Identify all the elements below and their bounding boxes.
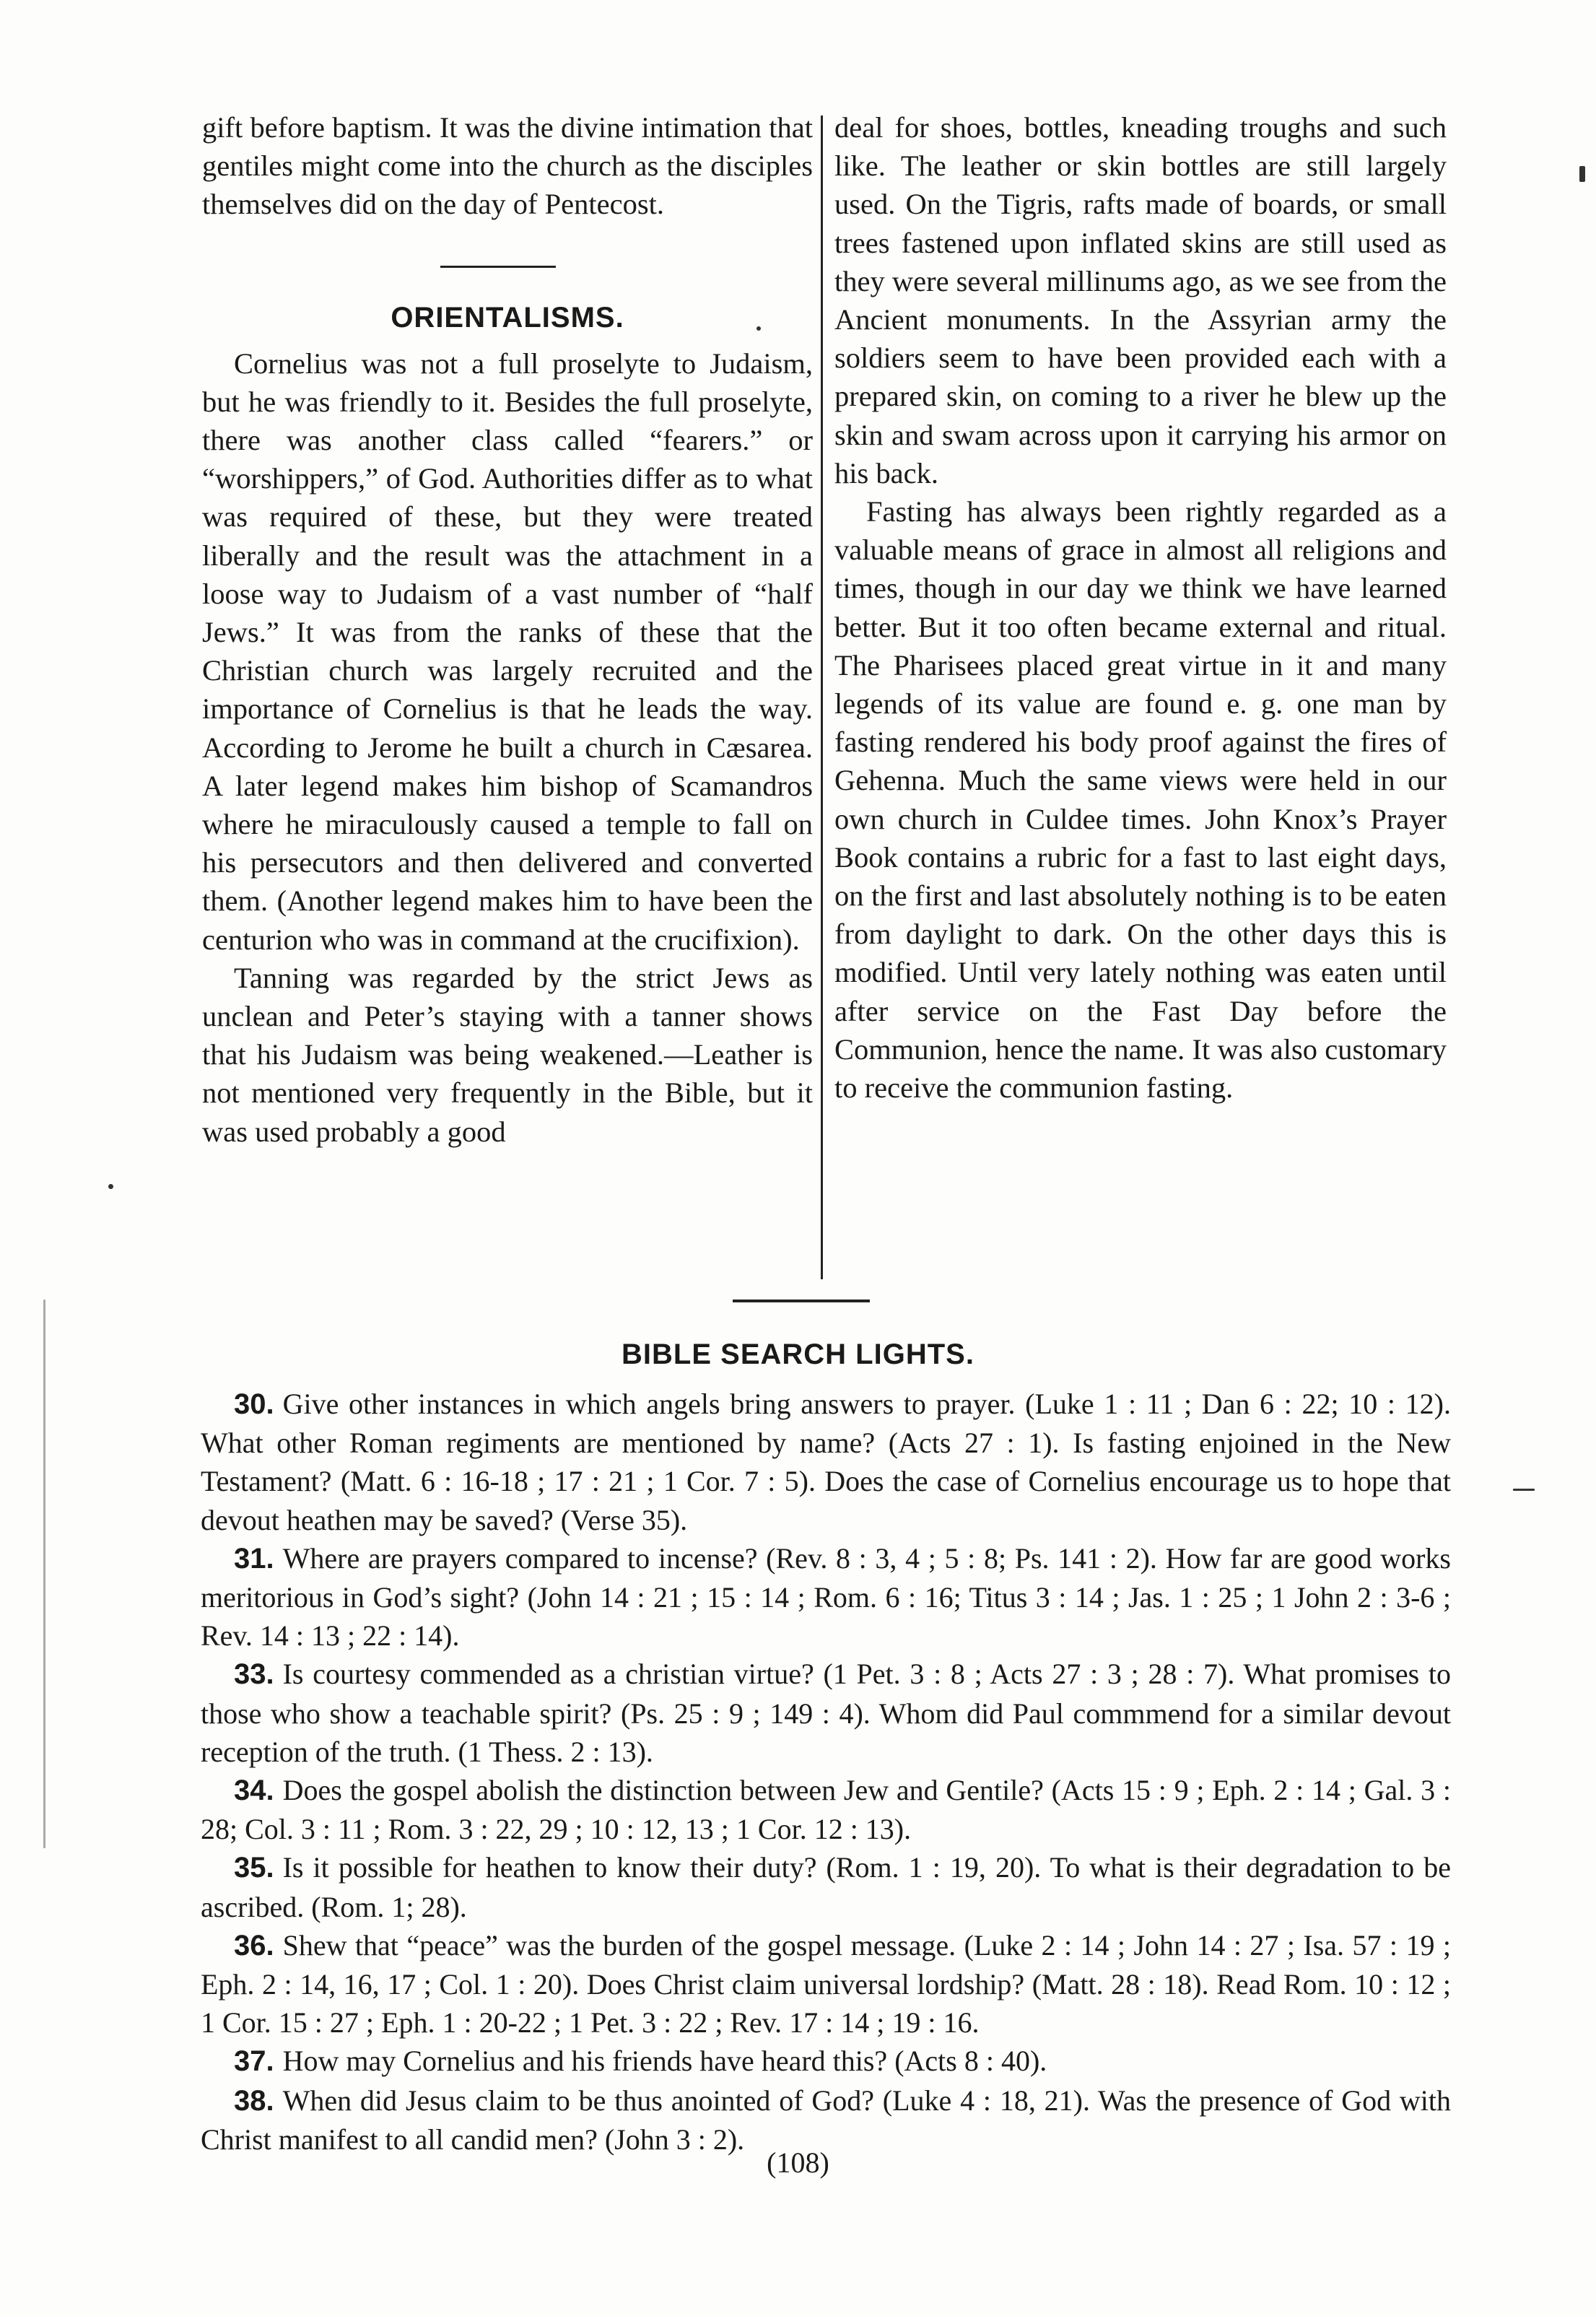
- question-number: 30.: [234, 1388, 274, 1420]
- scan-speck: [1579, 166, 1585, 182]
- question-text: When did Jesus claim to be thus anointed of God? (Luke 4 : 18, 21). Was the presence of God with Christ manifest to all candid men? (John 3 : 2).: [201, 2084, 1451, 2156]
- right-column: [834, 108, 1447, 1107]
- list-item: [201, 1539, 1451, 1655]
- question-number: 31.: [234, 1542, 274, 1575]
- orientalisms-paragraph-1: Cornelius was not a full proselyte to Judaism, but he was friendly to it. Besides the full proselyte, there was another class called “fearers.” or “worshippers,” of God. Authorities differ as to what was required of these, but they were treated liberally and the result was the attachment in a loose way to Judaism of a vast number of “half Jews.” It was from the ranks of these that the Christian church was largely recruited and the importance of Cornelius is that he leads the way. According to Jerome he built a church in Cæsarea. A later legend makes him bishop of Scamandros where he miraculously caused a temple to fall on his persecutors and then delivered and converted them. (Another legend makes him to have been the centurion who was in command at the crucifixion).: [202, 347, 813, 956]
- bible-section-rule: [733, 1300, 870, 1302]
- question-text: Is it possible for heathen to know their duty? (Rom. 1 : 19, 20). To what is their degradation to be ascribed. (Rom. 1; 28).: [201, 1851, 1451, 1923]
- scan-speck: [108, 1184, 113, 1189]
- list-item: [201, 2042, 1451, 2081]
- question-number: 34.: [234, 1775, 274, 1807]
- list-item: [201, 1655, 1451, 1771]
- scan-speck: [43, 1300, 45, 1848]
- page-number: (108): [767, 2146, 829, 2179]
- question-number: 38.: [234, 2084, 274, 2117]
- orientalisms-heading: ORIENTALISMS.: [391, 301, 624, 334]
- intro-paragraph: gift before baptism. It was the divine intimation that gentiles might come into the church as the disciples themselves did on the day of Pentecost.: [202, 111, 813, 221]
- scan-speck: [756, 326, 761, 331]
- question-number: 36.: [234, 1929, 274, 1962]
- question-number: 37.: [234, 2045, 274, 2078]
- left-column: [202, 108, 813, 1151]
- list-item: [201, 1771, 1451, 1848]
- bible-search-heading: BIBLE SEARCH LIGHTS.: [622, 1338, 974, 1370]
- leather-paragraph: deal for shoes, bottles, kneading troughs and such like. The leather or skin bottles are still largely used. On the Tigris, rafts made of boards, or small trees fastened upon inflated skins are still used as they were several millinums ago, as we see from the Ancient monuments. In the Assyrian army the soldiers seem to have been provided each with a prepared skin, on coming to a river he blew up the skin and swam across upon it carrying his armor on his back.: [834, 111, 1447, 489]
- question-text: Does the gospel abolish the distinction between Jew and Gentile? (Acts 15 : 9 ; Eph. 2 : 14 ; Gal. 3 : 28; Col. 3 : 11 ; Rom. 3 : 22, 29 ; 10 : 12, 13 ; 1 Cor. 12 : 13).: [201, 1774, 1451, 1846]
- question-text: Where are prayers compared to incense? (Rev. 8 : 3, 4 ; 5 : 8; Ps. 141 : 2). How far are good works meritorious in God’s sight? (John 14 : 21 ; 15 : 14 ; Rom. 6 : 16; Titus 3 : 14 ; Jas. 1 : 25 ; 1 John 2 : 3-6 ; Rev. 14 : 13 ; 22 : 14).: [201, 1541, 1451, 1653]
- question-number: 35.: [234, 1852, 274, 1884]
- question-text: Give other instances in which angels bring answers to prayer. (Luke 1 : 11 ; Dan 6 : 22; 10 : 12). What other Roman regiments are mentioned by name? (Acts 27 : 1). Is fasting enjoined in the New Testament? (Matt. 6 : 16-18 ; 17 : 21 ; 1 Cor. 7 : 5). Does the case of Cornelius encourage us to hope that devout heathen may be saved? (Verse 35).: [201, 1388, 1451, 1536]
- question-number: 33.: [234, 1658, 274, 1691]
- list-item: [201, 1385, 1451, 1539]
- scan-speck: [1513, 1489, 1535, 1491]
- question-text: How may Cornelius and his friends have heard this? (Acts 8 : 40).: [282, 2045, 1047, 2078]
- list-item: [201, 1926, 1451, 2042]
- fasting-paragraph: Fasting has always been rightly regarded as a valuable means of grace in almost all religions and times, though in our day we think we have learned better. But it too often became external and ritual. The Pharisees placed great virtue in it and many legends of its value are found e. g. one man by fasting rendered his body proof against the fires of Gehenna. Much the same views were held in our own church in Culdee times. John Knox’s Prayer Book contains a rubric for a fast to last eight days, on the first and last absolutely nothing is to be eaten from daylight to dark. On the other days this is modified. Until very lately nothing was eaten until after service on the Fast Day before the Communion, hence the name. It was also customary to receive the communion fasting.: [834, 495, 1447, 1105]
- question-text: Shew that “peace” was the burden of the gospel message. (Luke 2 : 14 ; John 14 : 27 ; Isa. 57 : 19 ; Eph. 2 : 14, 16, 17 ; Col. 1 : 20). Does Christ claim universal lordship? (Matt. 28 : 18). Read Rom. 10 : 12 ; 1 Cor. 15 : 27 ; Eph. 1 : 20-22 ; 1 Pet. 3 : 22 ; Rev. 17 : 14 ; 19 : 16.: [201, 1928, 1451, 2039]
- question-text: Is courtesy commended as a christian virtue? (1 Pet. 3 : 8 ; Acts 27 : 3 ; 28 : 7). What promises to those who show a teachable spirit? (Ps. 25 : 9 ; 149 : 4). Whom did Paul commmend for a similar devout reception of the truth. (1 Thess. 2 : 13).: [201, 1658, 1451, 1768]
- section-rule: [440, 266, 556, 268]
- bible-search-list: [201, 1385, 1451, 2159]
- orientalisms-paragraph-2: Tanning was regarded by the strict Jews as unclean and Peter’s staying with a tanner shows that his Judaism was being weakened.—Leather is not mentioned very frequently in the Bible, but it was used probably a good: [202, 961, 813, 1148]
- column-divider: [821, 116, 823, 1279]
- list-item: [201, 1848, 1451, 1925]
